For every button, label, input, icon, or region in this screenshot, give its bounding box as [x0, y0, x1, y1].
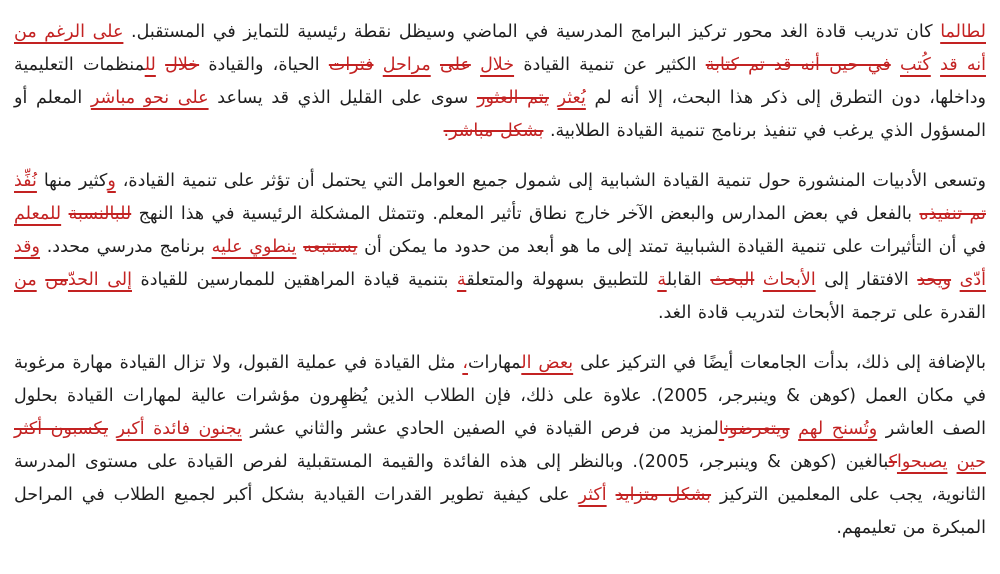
text-run: [431, 55, 440, 75]
deleted-text: فترات: [328, 55, 374, 75]
inserted-text: الأبحاث: [762, 270, 816, 290]
inserted-text: على نحو مباشر: [90, 88, 209, 108]
text-run: ‍مهارات: [467, 353, 522, 373]
text-run: كان تدريب قادة الغد محور تركيز البرامج المدرسية في الماضي وسيظل نقطة رئيسية للتمايز في المستقبل.: [123, 22, 941, 42]
inserted-text: يجنون فائدة أكبر: [116, 419, 242, 439]
inserted-text: يصبحوا: [896, 452, 948, 472]
text-run: المعلم أو المسؤول الذي يرغب في تنفيذ برنامج تنمية القيادة الطلابية.: [14, 88, 986, 141]
deleted-text: يتم العثور: [477, 88, 549, 108]
inserted-text: ا: [718, 419, 725, 439]
deleted-text: ويتعرضون: [724, 419, 790, 439]
deleted-text: البحث: [710, 270, 755, 290]
inserted-text: أدّى: [959, 270, 986, 290]
text-run: [951, 270, 960, 290]
inserted-text: لل‍: [144, 55, 156, 75]
inserted-text: ينطوي عليه: [211, 237, 297, 257]
paragraph: [14, 347, 986, 545]
text-run: [931, 55, 940, 75]
text-run: [471, 55, 480, 75]
text-run: مثل القيادة في عملية القبول، ولا تزال القيادة مهارة مرغوبة في مكان العمل (كوهن & وينبرجر، 2005). علاوة على ذلك، فإن الطلاب الذين يُظهِرون مؤشرات عالية لمهارات القيادة بحلول الصف العاشر: [14, 353, 986, 439]
text-run: [549, 88, 558, 108]
text-run: القدرة على ترجمة الأبحاث لتدريب قادة الغد.: [657, 303, 986, 323]
inserted-text: حين: [956, 452, 986, 472]
inserted-text: يُعثر: [557, 88, 586, 108]
text-run: بتنمية قيادة المراهقين للممارسين للقيادة: [131, 270, 457, 290]
text-run: [156, 55, 165, 75]
paragraph: [14, 165, 986, 330]
text-run: الكثير عن تنمية القيادة: [514, 55, 706, 75]
text-run: [754, 270, 763, 290]
text-run: ‍منظمات التعليمية وداخلها، دون التطرق إلى ذكر هذا البحث، إلا أنه لم: [14, 55, 986, 108]
deleted-text: ك‍: [888, 452, 897, 472]
inserted-text: وتُسنح لهم: [798, 419, 878, 439]
text-run: [948, 452, 957, 472]
inserted-text: إلى الحدّ: [67, 270, 132, 290]
inserted-text: على الرغم من أنه قد: [14, 22, 986, 75]
text-run: [891, 55, 900, 75]
inserted-text: نُفِّذ: [14, 171, 37, 191]
deleted-text: ويحد: [917, 270, 952, 290]
inserted-text: ‍ة: [657, 270, 667, 290]
inserted-text: كُتب: [900, 55, 931, 75]
text-run: [790, 419, 799, 439]
text-run: للتطبيق بسهولة والمتعلق‍: [466, 270, 658, 290]
deleted-text: للبالنسبة: [68, 204, 132, 224]
deleted-text: في حين أنه قد تم كتابة: [705, 55, 891, 75]
deleted-text: خلال: [165, 55, 200, 75]
inserted-text: لطالما: [940, 22, 986, 42]
text-run: كثير منها: [36, 171, 108, 191]
text-run: بالإضافة إلى ذلك، بدأت الجامعات أيضًا في التركيز على: [573, 353, 986, 373]
inserted-text: أكثر: [578, 485, 607, 505]
inserted-text: بعض ال‍: [521, 353, 574, 373]
text-run: الحياة، والقيادة: [199, 55, 329, 75]
deleted-text: تم تنفيذه: [919, 204, 986, 224]
text-run: في أن التأثيرات على تنمية القيادة الشبابية تمتد إلى ما هو أبعد من حدود ما يمكن أن: [357, 237, 986, 257]
inserted-text: مراحل: [382, 55, 431, 75]
text-run: على كيفية تطوير القدرات القيادية بشكل أكبر لجميع الطلاب في المراحل المبكرة من تعليمهم.: [14, 485, 986, 538]
text-run: بالفعل في بعض المدارس والبعض الآخر خارج نطاق تأثير المعلم. وتتمثل المشكلة الرئيسية في هذا النهج: [131, 204, 920, 224]
deleted-text: يكسبون أكثر: [14, 419, 108, 439]
text-run: لمزيد من فرص القيادة في الصفين الحادي عشر والثاني عشر: [241, 419, 719, 439]
text-run: الافتقار إلى: [815, 270, 918, 290]
text-run: سوى على القليل الذي قد يساعد: [208, 88, 478, 108]
text-run: وتسعى الأدبيات المنشورة حول تنمية القيادة الشبابية إلى شمول جميع العوامل التي يحتمل أن تؤثر على تنمية القيادة،: [115, 171, 986, 191]
inserted-text: ،: [462, 353, 468, 373]
text-run: برنامج مدرسي محدد.: [40, 237, 212, 257]
inserted-text: ‍ة: [456, 270, 467, 290]
inserted-text: من: [14, 270, 37, 290]
text-run: القابل‍: [666, 270, 711, 290]
inserted-text: وقد: [14, 237, 41, 257]
deleted-text: بشكل مباشر.: [443, 121, 544, 141]
text-run: [373, 55, 382, 75]
deleted-text: يستتبعه: [303, 237, 358, 257]
text-run: [607, 485, 616, 505]
paragraph: [14, 16, 986, 148]
text-run: ‍بالغين (كوهن & وينبرجر، 2005). وبالنظر إلى هذه الفائدة والقيمة المستقبلية لفرص القيادة على مستوى المدرسة الثانوية، يجب على المعلمين التركيز: [14, 452, 986, 505]
deleted-text: من: [45, 270, 68, 290]
deleted-text: بشكل متزايد: [615, 485, 712, 505]
inserted-text: للمعلم: [14, 204, 62, 224]
inserted-text: و: [107, 171, 116, 191]
text-run: [37, 270, 46, 290]
inserted-text: خلال: [480, 55, 515, 75]
text-run: [61, 204, 68, 224]
deleted-text: على: [439, 55, 471, 75]
